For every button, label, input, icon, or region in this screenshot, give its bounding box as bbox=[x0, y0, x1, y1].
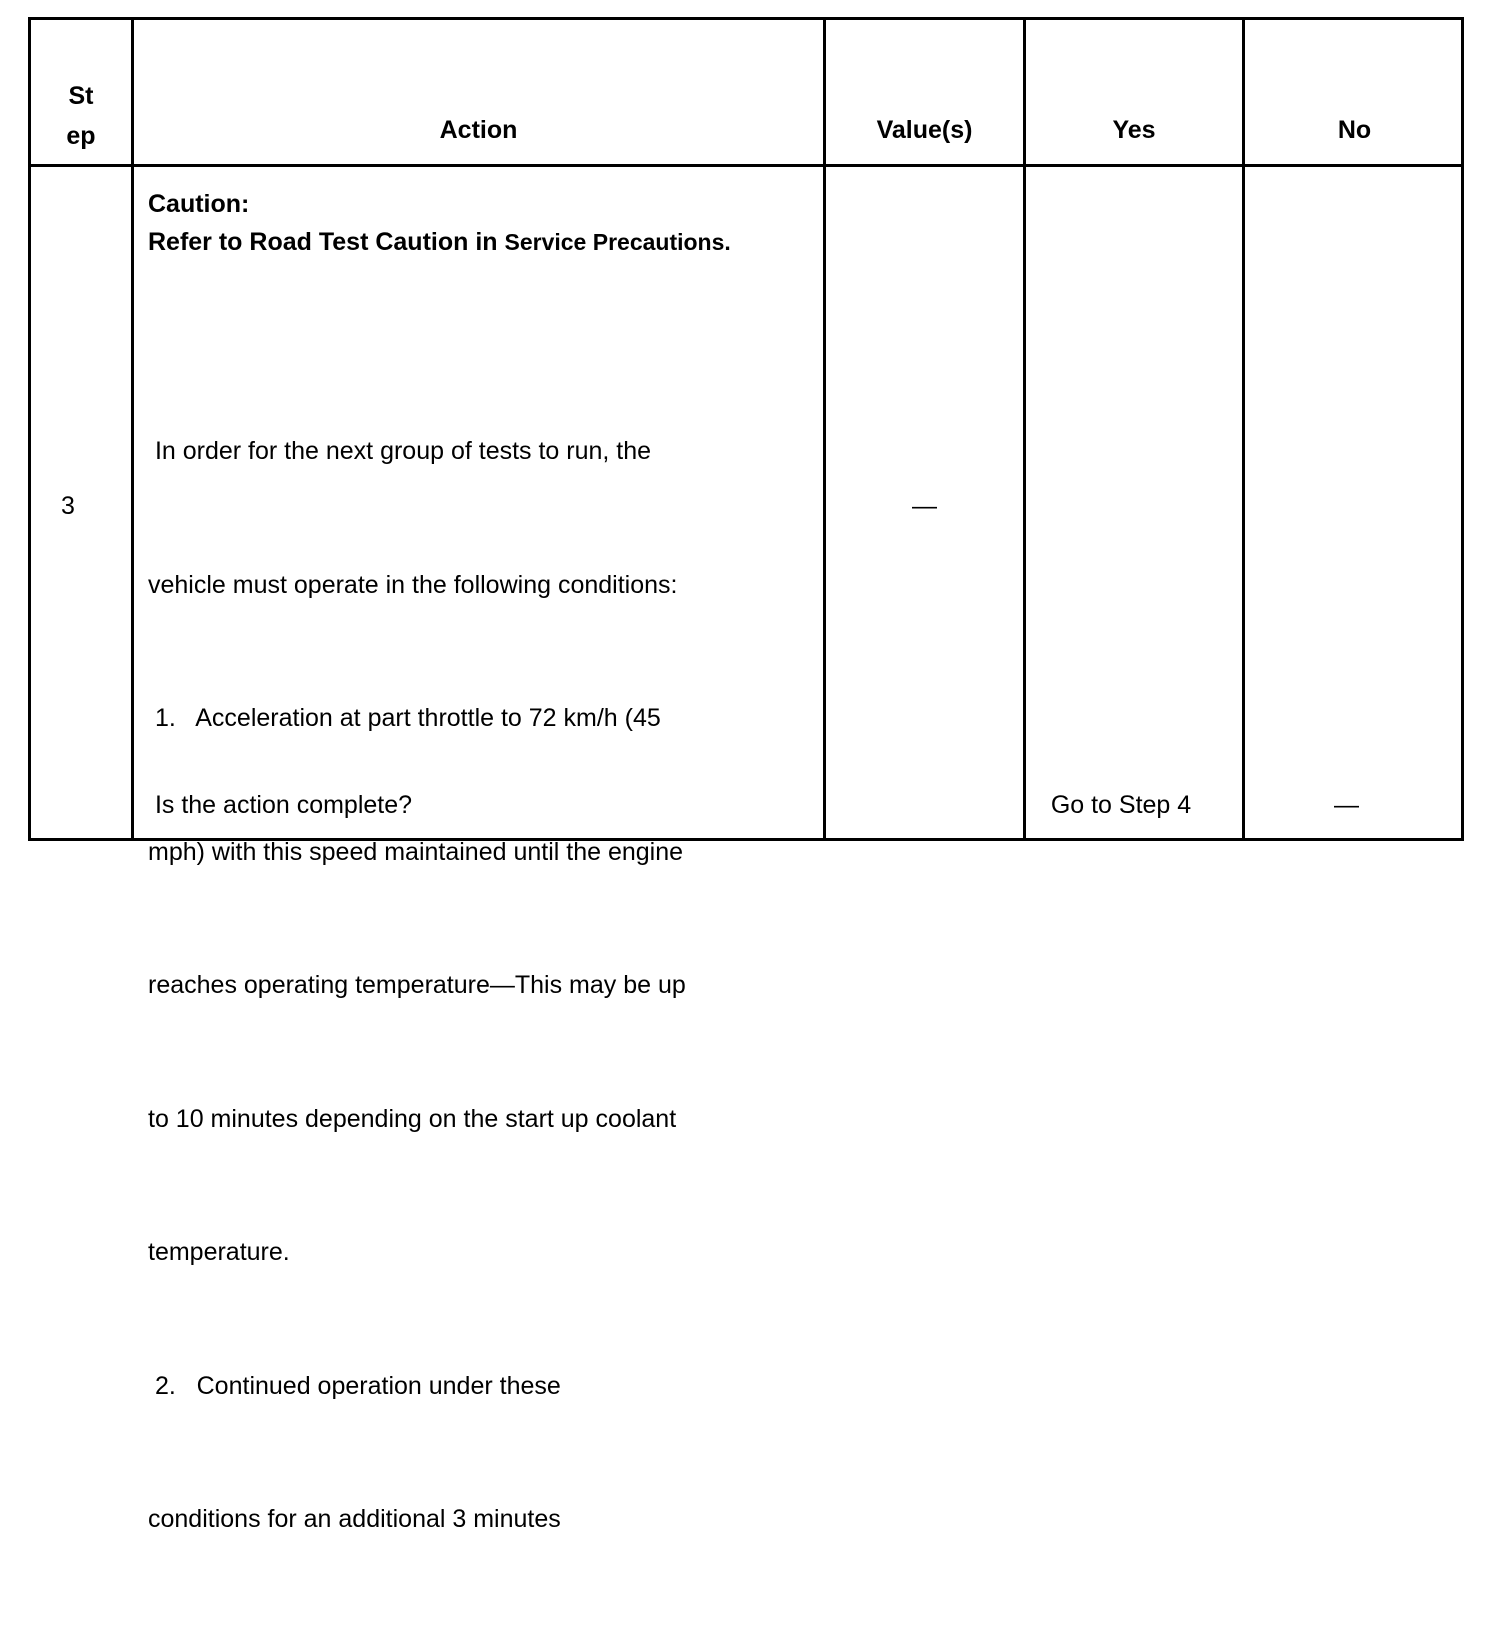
instruction-line: reaches operating temperature—This may be up bbox=[148, 971, 686, 999]
header-divider bbox=[31, 164, 1461, 167]
action-cell bbox=[148, 185, 818, 261]
header-values: Value(s) bbox=[876, 116, 973, 144]
header-action: Action bbox=[439, 116, 518, 144]
diagnostic-table bbox=[28, 17, 1464, 1533]
header-step bbox=[31, 76, 131, 156]
header-yes: Yes bbox=[1112, 116, 1156, 144]
instruction-line: 1. Acceleration at part throttle to 72 km/h (45 bbox=[148, 704, 661, 732]
row-step-number: 3 bbox=[61, 492, 75, 520]
caution-title: Caution: bbox=[148, 190, 250, 218]
row-yes: Go to Step 4 bbox=[1050, 791, 1192, 819]
instruction-line: vehicle must operate in the following conditions: bbox=[148, 570, 678, 599]
row-values: — bbox=[912, 492, 937, 520]
caution-text bbox=[148, 223, 818, 261]
action-instructions bbox=[148, 340, 818, 1631]
row-no: — bbox=[1334, 791, 1359, 819]
instruction-line: 2. Continued operation under these bbox=[148, 1371, 561, 1400]
header-no: No bbox=[1337, 116, 1372, 144]
instruction-line: In order for the next group of tests to run, the bbox=[148, 437, 652, 465]
action-question: Is the action complete? bbox=[148, 791, 413, 819]
header-step-line2: ep bbox=[66, 122, 96, 150]
caution-text-link: Service Precautions. bbox=[504, 229, 731, 255]
instruction-line: temperature. bbox=[148, 1238, 290, 1266]
header-step-line1: St bbox=[68, 82, 94, 110]
caution-text-main: Refer to Road Test Caution in bbox=[148, 228, 505, 256]
instruction-line: to 10 minutes depending on the start up coolant bbox=[148, 1104, 677, 1133]
instruction-line: mph) with this speed maintained until the engine bbox=[148, 837, 684, 866]
instruction-line: conditions for an additional 3 minutes bbox=[148, 1505, 561, 1533]
